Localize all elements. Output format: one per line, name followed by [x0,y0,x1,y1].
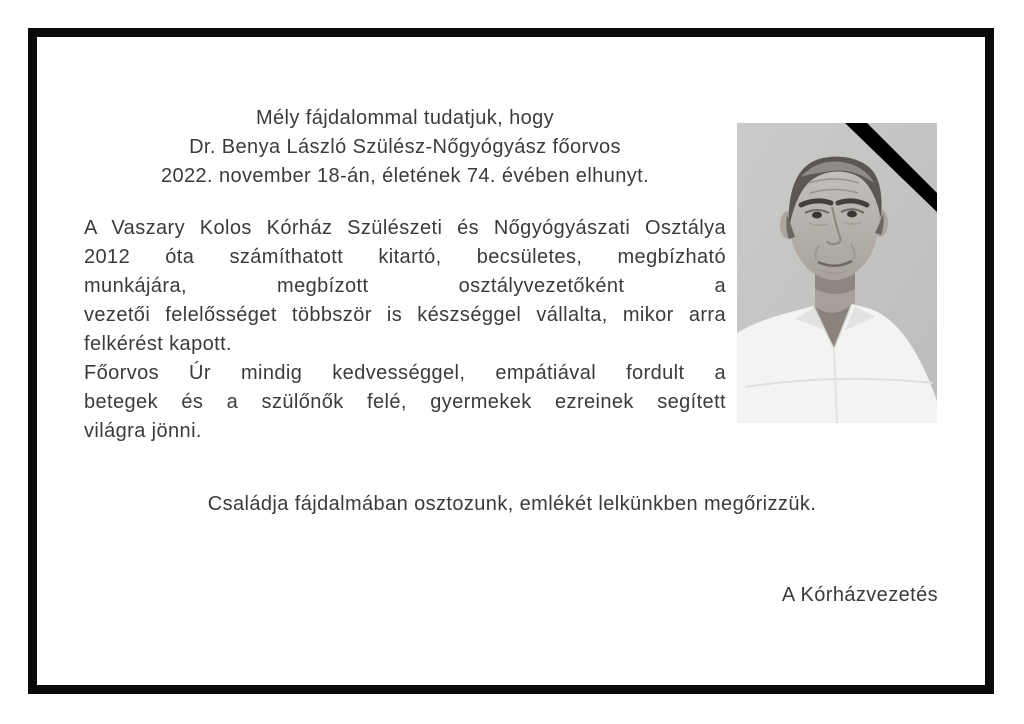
text-line: munkájára, megbízott osztályvezetőként a [84,275,726,297]
paragraph-tribute [84,359,726,446]
paragraph-career [84,214,726,359]
condolence-line: Családja fájdalmában osztozunk, emlékét lelkünkben megőrizzük. [207,493,817,515]
text-line: Mély fájdalommal tudatjuk, hogy [255,107,555,129]
text-line: 2012 óta számíthatott kitartó, becsületes, megbízható [84,246,726,268]
text-line: felkérést kapott. [84,333,232,355]
text-line: A Vaszary Kolos Kórház Szülészeti és Nőgyógyászati Osztálya [84,217,726,239]
text-line: betegek és a szülőnők felé, gyermekek ezreinek segített [84,391,726,413]
text-line: Dr. Benya László Szülész-Nőgyógyász főorvos [189,136,621,158]
portrait-photo [737,123,937,423]
text-line: Főorvos Úr mindig kedvességgel, empátiával fordult a [84,362,726,384]
text-line: 2022. november 18-án, életének 74. évében elhunyt. [160,165,650,187]
text-line: vezetői felelősséget többször is készséggel vállalta, mikor arra [84,304,726,326]
text-line: világra jönni. [84,420,202,442]
announcement-heading [84,104,726,191]
signature-hospital-management: A Kórházvezetés [781,584,938,606]
